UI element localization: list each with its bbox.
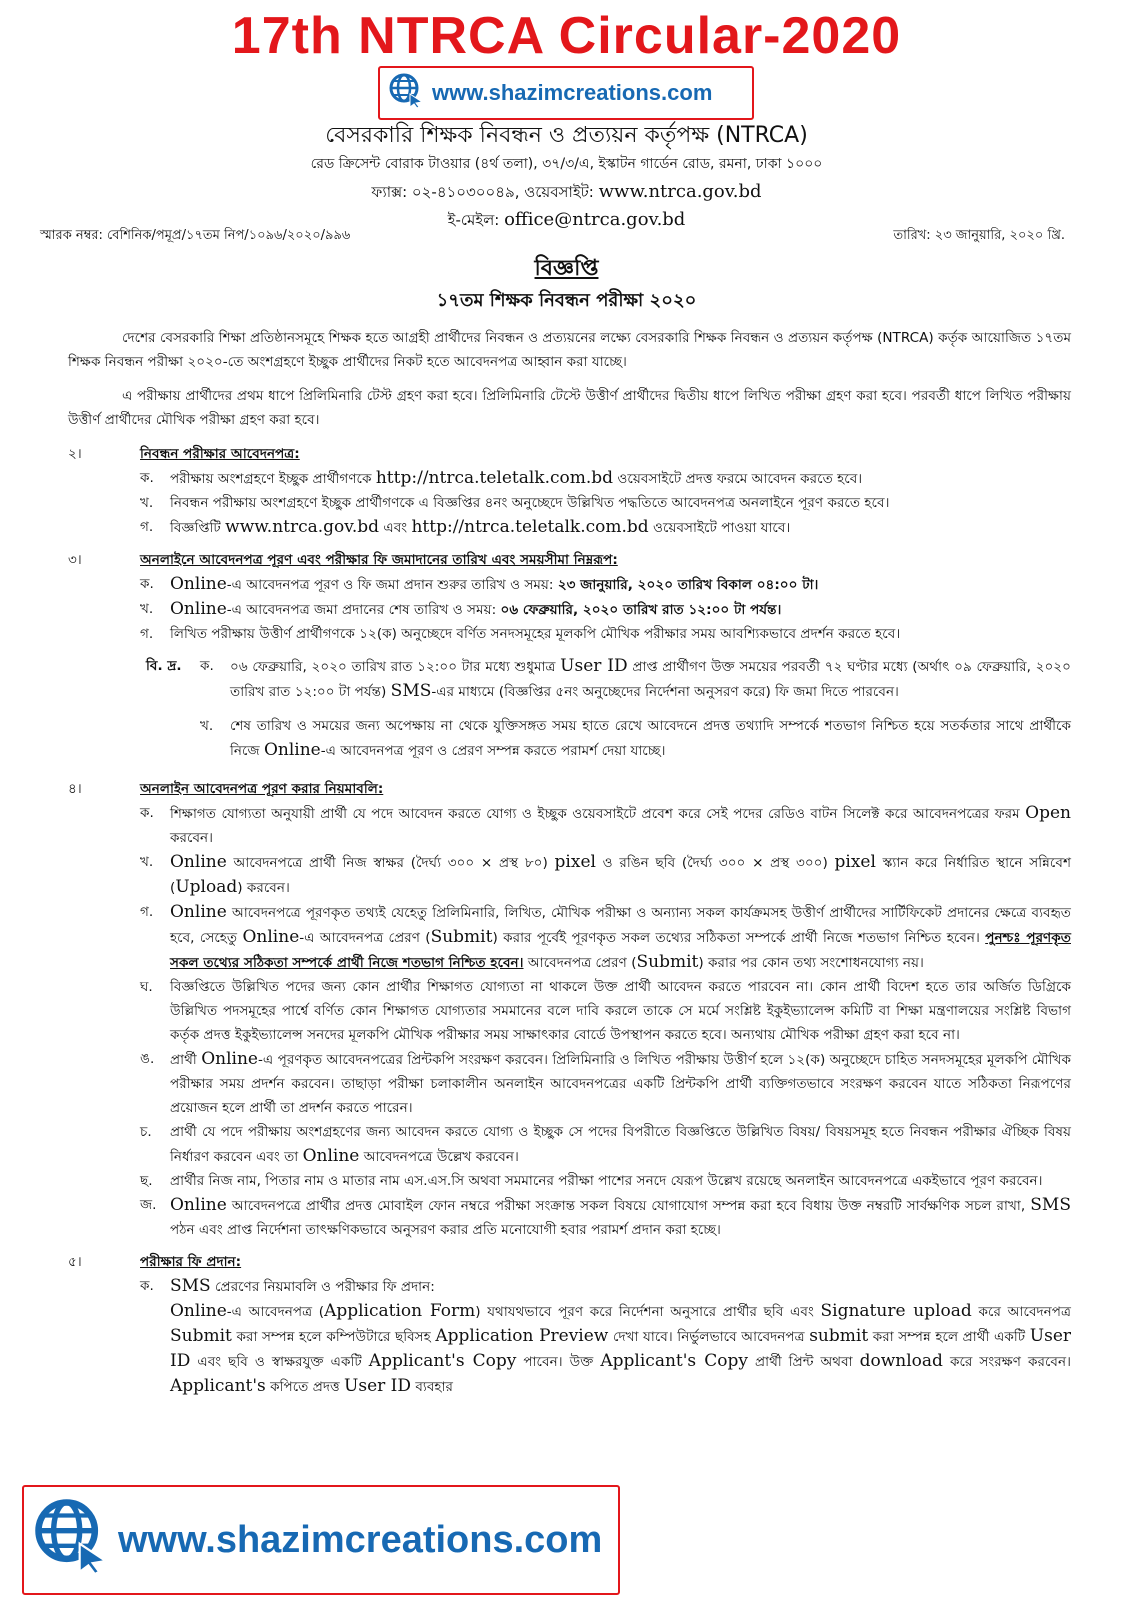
item-text: Online	[170, 599, 227, 619]
org-website[interactable]: www.ntrca.gov.bd	[598, 181, 762, 202]
teletalk-link[interactable]: http://ntrca.teletalk.com.bd	[411, 517, 649, 537]
item-text: -এর মাধ্যমে (বিজ্ঞপ্তির ৫নং অনুচ্ছেদের নির্দেশনা অনুসরণ করে) ফি জমা দিতে পারবেন।	[431, 684, 899, 700]
section-heading: অনলাইনে আবেদনপত্র পূরণ এবং পরীক্ষার ফি জমাদানের তারিখ এবং সময়সীমা নিম্নরূপ:	[140, 552, 618, 568]
memo-ref: স্মারক নম্বর: বেশিনিক/পমূপ্র/১৭তম নিপ/১০৯৬/২০২০/৯৯৬	[40, 228, 351, 243]
item-text: Online	[201, 1049, 258, 1069]
item-text: ) করবেন।	[237, 880, 290, 896]
item-text: ) করার পূর্বেই পূরণকৃত সকল তথ্যের সঠিকতা সম্পর্কে প্রার্থী নিজে শতভাগ নিশ্চিত হবেন।	[492, 930, 980, 946]
item-text: Submit	[636, 952, 699, 972]
item-text: স্ক্যান করে নির্ধারিত স্থানে সন্নিবেশ (	[170, 855, 1071, 896]
item-label: ক.	[140, 470, 154, 486]
item-text: এবং ছবি ও স্বাক্ষরযুক্ত একটি	[197, 1354, 362, 1370]
org-address: রেড ক্রিসেন্ট বোরাক টাওয়ার (৪র্থ তলা), ৩৭/৩/এ, ইস্কাটন গার্ডেন রোড, রমনা, ঢাকা ১০০০	[310, 156, 823, 172]
item-label: চ.	[140, 1124, 152, 1140]
item-text: করা সম্পন্ন হলে প্রার্থী একটি	[872, 1329, 1026, 1345]
item-label: ঙ.	[140, 1051, 155, 1067]
item-text: ও রঙিন ছবি (দৈর্ঘ্য ৩০০ × প্রস্থ ৩০০)	[602, 855, 828, 871]
item-text: Online	[170, 902, 227, 922]
list-item	[200, 714, 1071, 763]
item-text: করে আবেদনপত্র	[978, 1304, 1071, 1320]
item-text: submit	[809, 1326, 869, 1346]
item-label: জ.	[140, 1197, 157, 1213]
item-text: ০৬ ফেব্রুয়ারি, ২০২০ তারিখ রাত ১২:০০ টার মধ্যে শুধুমাত্র	[230, 659, 556, 675]
item-text: প্রার্থীর নিজ নাম, পিতার নাম ও মাতার নাম এস.এস.সি অথবা সমমানের পরীক্ষা পাশের সনদে যেরূপ উল্লেখ রয়েছে অনলাইন আবেদনপত্রে একইভাবে পূরণ করবেন।	[170, 1173, 1043, 1189]
item-text: শিক্ষাগত যোগ্যতা অনুযায়ী প্রার্থী যে পদে আবেদন করতে যোগ্য ও ইচ্ছুক ওয়েবসাইটে প্রবেশ করে সেই পদের রেডিও বাটন সিলেক্ট করে আবেদনপত্রের ফরম	[170, 806, 1020, 822]
globe-icon	[32, 1496, 110, 1584]
list-item	[140, 801, 1071, 850]
item-label: খ.	[140, 854, 154, 870]
item-label: খ.	[140, 495, 154, 511]
list-item	[140, 1120, 1071, 1169]
item-text: Online	[170, 1301, 227, 1321]
item-text: Upload	[175, 877, 238, 897]
item-text: Online	[170, 852, 227, 872]
list-item	[140, 491, 1071, 515]
item-text: Signature upload	[820, 1301, 972, 1321]
banner-title: 17th NTRCA Circular-2020	[231, 7, 902, 65]
item-text: ) যথাযথভাবে পূরণ করে নির্দেশনা অনুসারে প্রার্থীর ছবি এবং	[475, 1304, 814, 1320]
fax-label: ফ্যাক্স: ০২-৪১০৩০০৪৯, ওয়েবসাইট:	[371, 183, 594, 201]
item-text: আবেদনপত্র প্রেরণ (	[527, 955, 637, 971]
intro-paragraph-1: দেশের বেসরকারি শিক্ষা প্রতিষ্ঠানসমূহে শিক্ষক হতে আগ্রহী প্রার্থীদের নিবন্ধন ও প্রত্যয়নের লক্ষ্যে বেসরকারি শিক্ষক নিবন্ধন ও প্রত্যয়ন কর্তৃপক্ষ (NTRCA) কর্তৃক আয়োজিত ১৭তম শিক্ষক নিবন্ধন পরীক্ষা ২০২০-তে অংশগ্রহণে ইচ্ছুক প্রার্থীদের নিকট হতে আবেদনপত্র আহ্বান করা যাচ্ছে।	[68, 330, 1071, 370]
item-text: প্রার্থী প্রিন্ট অথবা	[754, 1354, 853, 1370]
item-text: আবেদনপত্রে উল্লেখ করবেন।	[363, 1149, 519, 1165]
item-text: -এ আবেদনপত্র পূরণ ও ফি জমা প্রদান শুরুর তারিখ ও সময়:	[226, 577, 554, 593]
item-label: ক.	[140, 1278, 154, 1294]
globe-icon	[388, 72, 424, 114]
item-text: নিবন্ধন পরীক্ষায় অংশগ্রহণে ইচ্ছুক প্রার্থীগণকে এ বিজ্ঞপ্তির ৪নং অনুচ্ছেদে উল্লিখিত পদ্ধতিতে আবেদনপত্র অনলাইনে পূরণ করতে হবে।	[170, 495, 890, 511]
item-text: Online	[242, 927, 300, 947]
item-text: -এ আবেদনপত্র প্রেরণ (	[299, 930, 431, 946]
item-text: প্রার্থী যে পদে পরীক্ষায় অংশগ্রহণের জন্য আবেদন করতে যোগ্য ও ইচ্ছুক সে পদের বিপরীতে বিজ্ঞপ্তিতে উল্লিখিত বিষয়/ বিষয়সমূহ হতে নিবন্ধন পরীক্ষার ঐচ্ছিক বিষয় নির্ধারণ করবেন এবং তা	[170, 1124, 1071, 1165]
item-label: গ.	[140, 519, 154, 535]
item-text: লিখিত পরীক্ষায় উত্তীর্ণ প্রার্থীগণকে ১২(ক) অনুচ্ছেদে বর্ণিত সনদসমূহের মূলকপি মৌখিক পরীক্ষার সময় আবশ্যিকভাবে প্রদর্শন করতে হবে।	[170, 626, 901, 642]
section-5	[68, 1250, 1071, 1399]
item-text: Online	[302, 1146, 360, 1166]
item-text: শেষ তারিখ ও সময়ের জন্য অপেক্ষায় না থেকে যুক্তিসঙ্গত সময় হাতে রেখে আবেদনে প্রদত্ত তথ্যাদি সম্পর্কে শতভাগ নিশ্চিত হয়ে সতর্কতার সাথে প্রার্থীকে নিজে	[230, 718, 1071, 759]
item-text: User ID	[170, 1326, 1072, 1371]
item-label: ক.	[200, 658, 214, 674]
item-text: SMS	[1030, 1195, 1071, 1215]
email-label: ই-মেইল:	[447, 211, 500, 229]
section-number: ৪।	[68, 781, 82, 797]
section-2	[68, 442, 1071, 540]
start-date: ২৩ জানুয়ারি, ২০২০ তারিখ বিকাল ০৪:০০ টা।	[557, 577, 819, 593]
item-text: Online	[170, 574, 227, 594]
section-number: ৩।	[68, 552, 82, 568]
website-banner-top[interactable]	[378, 66, 754, 120]
item-label: ক.	[140, 576, 154, 592]
item-label: গ.	[140, 904, 154, 920]
memo-date: তারিখ: ২৩ জানুয়ারি, ২০২০ খ্রি.	[893, 228, 1065, 243]
special-note	[146, 654, 1071, 763]
item-text: পরীক্ষায় অংশগ্রহণে ইচ্ছুক প্রার্থীগণকে	[170, 471, 372, 487]
end-date: ০৬ ফেব্রুয়ারি, ২০২০ তারিখ রাত ১২:০০ টা পর্যন্ত।	[500, 602, 782, 618]
note-label: বি. দ্র.	[146, 658, 182, 674]
item-text: Applicant's Copy	[600, 1351, 748, 1371]
item-text: Application Form	[324, 1301, 476, 1321]
item-label: ঘ.	[140, 979, 153, 995]
item-text: করবেন।	[170, 830, 213, 846]
website-banner-bottom[interactable]	[22, 1485, 620, 1595]
item-text: আবেদনপত্রে প্রার্থীর প্রদত্ত মোবাইল ফোন নম্বরে পরীক্ষা সংক্রান্ত সকল বিষয়ে যোগাযোগ সম্পন্ন করা হবে বিধায় উক্ত নম্বরটি সার্বক্ষণিক সচল রাখা,	[231, 1198, 1026, 1214]
memo-row	[40, 226, 1065, 247]
list-item	[140, 1047, 1071, 1120]
item-text: করা সম্পন্ন হলে কম্পিউটারে ছবিসহ	[236, 1329, 431, 1345]
item-text: download	[859, 1351, 943, 1371]
item-label: খ.	[200, 718, 214, 734]
notice-subtitle: ১৭তম শিক্ষক নিবন্ধন পরীক্ষা ২০২০	[436, 290, 697, 311]
section-4	[68, 777, 1071, 1242]
item-text: Online	[170, 1195, 227, 1215]
item-label: গ.	[140, 626, 154, 642]
item-text: -এ আবেদনপত্র (	[226, 1304, 325, 1320]
list-item	[140, 1299, 1071, 1399]
notice-heading	[0, 252, 1133, 316]
item-text: Applicant's	[170, 1376, 266, 1396]
section-heading: অনলাইন আবেদনপত্র পূরণ করার নিয়মাবলি:	[140, 781, 384, 797]
website-link[interactable]: www.shazimcreations.com	[118, 1518, 603, 1561]
item-text: -এ আবেদনপত্র জমা প্রদানের শেষ তারিখ ও সময়:	[226, 602, 497, 618]
notice-title: বিজ্ঞপ্তি	[534, 256, 599, 281]
item-label: ছ.	[140, 1173, 153, 1189]
item-text: পাবেন। উক্ত	[523, 1354, 594, 1370]
list-item	[200, 654, 1071, 704]
item-text: পঠন এবং প্রাপ্ত নির্দেশনা তাৎক্ষণিকভাবে অনুসরণ করার প্রতি মনোযোগী হবার পরামর্শ প্রদান করা হচ্ছে।	[170, 1222, 721, 1238]
org-name: বেসরকারি শিক্ষক নিবন্ধন ও প্রত্যয়ন কর্তৃপক্ষ (NTRCA)	[325, 123, 808, 148]
item-text: দেখা যাবে। নির্ভুলভাবে আবেদনপত্র	[612, 1329, 805, 1345]
item-text: ব্যবহার	[415, 1379, 453, 1395]
item-text: এবং	[383, 520, 408, 536]
item-label: খ.	[140, 601, 154, 617]
item-text: Application Preview	[435, 1326, 609, 1346]
item-text: কপিতে প্রদত্ত	[270, 1379, 340, 1395]
list-item	[140, 975, 1071, 1047]
emphasis-note: পুনশ্চঃ পূরণকৃত সকল তথ্যের সঠিকতা সম্পর্কে প্রার্থী নিজে শতভাগ নিশ্চিত হবেন।	[170, 930, 1071, 971]
section-heading: নিবন্ধন পরীক্ষার আবেদনপত্র:	[140, 446, 300, 462]
letterhead	[0, 122, 1133, 234]
list-item	[140, 1193, 1071, 1242]
item-text: SMS	[170, 1276, 211, 1296]
item-text: User ID	[560, 656, 628, 676]
org-fax-web	[0, 178, 1133, 206]
item-text: Submit	[430, 927, 493, 947]
item-text: প্রেরণের নিয়মাবলি ও পরীক্ষার ফি প্রদান:	[215, 1279, 435, 1295]
list-item	[140, 572, 1071, 597]
item-text: User ID	[344, 1376, 412, 1396]
item-text: pixel	[554, 852, 596, 872]
item-text: Submit	[170, 1326, 232, 1346]
item-text: প্রাপ্ত প্রার্থীগণ উক্ত সময়ের পরবর্তী ৭২ ঘণ্টার মধ্যে (অর্থাৎ ০৯ ফেব্রুয়ারি, ২০২০ তারিখ রাত ১২:০০ টা পর্যন্ত)	[230, 659, 1071, 700]
list-item	[140, 597, 1071, 622]
section-heading: পরীক্ষার ফি প্রদান:	[140, 1254, 242, 1270]
item-text: Applicant's Copy	[368, 1351, 517, 1371]
item-text: ওয়েবসাইটে পাওয়া যাবে।	[652, 520, 791, 536]
list-item	[140, 1274, 1071, 1299]
item-text: ওয়েবসাইটে প্রদত্ত ফরমে আবেদন করতে হবে।	[617, 471, 863, 487]
list-item	[140, 1169, 1071, 1193]
section-3	[68, 548, 1071, 769]
item-text: আবেদনপত্রে প্রার্থী নিজ স্বাক্ষর (দৈর্ঘ্য ৩০০ × প্রস্থ ৮০)	[233, 855, 548, 871]
item-text: প্রার্থী	[170, 1052, 197, 1068]
item-text: করে সংরক্ষণ করবেন।	[949, 1354, 1071, 1370]
item-text: SMS	[390, 681, 432, 701]
list-item	[140, 622, 1071, 646]
item-text: ) করার পর কোন তথ্য সংশোধনযোগ্য নয়।	[698, 955, 924, 971]
item-text: -এ আবেদনপত্র পূরণ ও প্রেরণ সম্পন্ন করতে পরামর্শ দেয়া যাচ্ছে।	[320, 743, 666, 759]
intro-paragraph-2: এ পরীক্ষায় প্রার্থীদের প্রথম ধাপে প্রিলিমিনারি টেস্ট গ্রহণ করা হবে। প্রিলিমিনারি টেস্টে উত্তীর্ণ প্রার্থীদের দ্বিতীয় ধাপে লিখিত পরীক্ষা গ্রহণ করা হবে। পরবর্তী ধাপে লিখিত পরীক্ষায় উত্তীর্ণ প্রার্থীদের মৌখিক পরীক্ষা গ্রহণ করা হবে।	[68, 388, 1071, 428]
list-item	[140, 900, 1071, 975]
item-text: Open	[1025, 803, 1071, 823]
list-item	[140, 515, 1071, 540]
list-item	[140, 466, 1071, 491]
item-text: বিজ্ঞপ্তিতে উল্লিখিত পদের জন্য কোন প্রার্থীর শিক্ষাগত যোগ্যতা না থাকলে উক্ত প্রার্থী আবেদন করতে পারবেন না। কোন প্রার্থী বিদেশ হতে তার অর্জিত ডিগ্রিকে উল্লিখিত পদসমূহের পার্শ্বে বর্ণিত কোন শিক্ষাগত যোগ্যতার সমমানের বলে দাবি করলে তাকে সে মর্মে সংশ্লিষ্ট ইকুইভ্যালেন্স কমিটি বা শিক্ষা মন্ত্রণালয়ের সংশ্লিষ্ট বিভাগ কর্তৃক প্রদত্ত ইকুইভ্যালেন্স সনদের মূলকপি মৌখিক পরীক্ষার সময় সাক্ষাৎকার বোর্ডে উপস্থাপন করতে হবে। অন্যথায় মৌখিক পরীক্ষা গ্রহণ করা হবে না।	[170, 979, 1071, 1043]
teletalk-link[interactable]: http://ntrca.teletalk.com.bd	[375, 468, 614, 488]
item-label: ক.	[140, 805, 154, 821]
item-text: pixel	[834, 852, 876, 872]
section-number: ৫।	[68, 1254, 82, 1270]
item-text: আবেদনপত্রে পূরণকৃত তথ্যই যেহেতু প্রিলিমিনারি, লিখিত, মৌখিক পরীক্ষা ও অন্যান্য সকল কার্যক্রমসহ উত্তীর্ণ প্রার্থীদের সার্টিফিকেট প্রদানের ক্ষেত্রে ব্যবহৃত হবে, সেহেতু	[170, 905, 1071, 946]
item-text: -এ পূরণকৃত আবেদনপত্রের প্রিন্টকপি সংরক্ষণ করবেন। প্রিলিমিনারি ও লিখিত পরীক্ষায় উত্তীর্ণ হলে ১২(ক) অনুচ্ছেদে চাহিত সনদসমূহের মূলকপি মৌখিক পরীক্ষার সময় প্রদর্শন করবেন। তাছাড়া পরীক্ষা চলাকালীন অনলাইন আবেদনপত্রের একটি প্রিন্টকপি প্রার্থী ব্যক্তিগতভাবে সংরক্ষণ করবেন যাতে সঠিকতা নিরূপণের প্রয়োজন হলে প্রার্থী তা প্রদর্শন করতে পারেন।	[170, 1052, 1071, 1116]
section-number: ২।	[68, 446, 82, 462]
list-item	[140, 850, 1071, 900]
ntrca-link[interactable]: www.ntrca.gov.bd	[225, 517, 380, 537]
website-link[interactable]: www.shazimcreations.com	[432, 80, 713, 105]
item-text: বিজ্ঞপ্তিটি	[170, 520, 221, 536]
notice-body	[68, 326, 1071, 1399]
org-email[interactable]: office@ntrca.gov.bd	[504, 209, 686, 230]
item-text: Online	[263, 740, 321, 760]
